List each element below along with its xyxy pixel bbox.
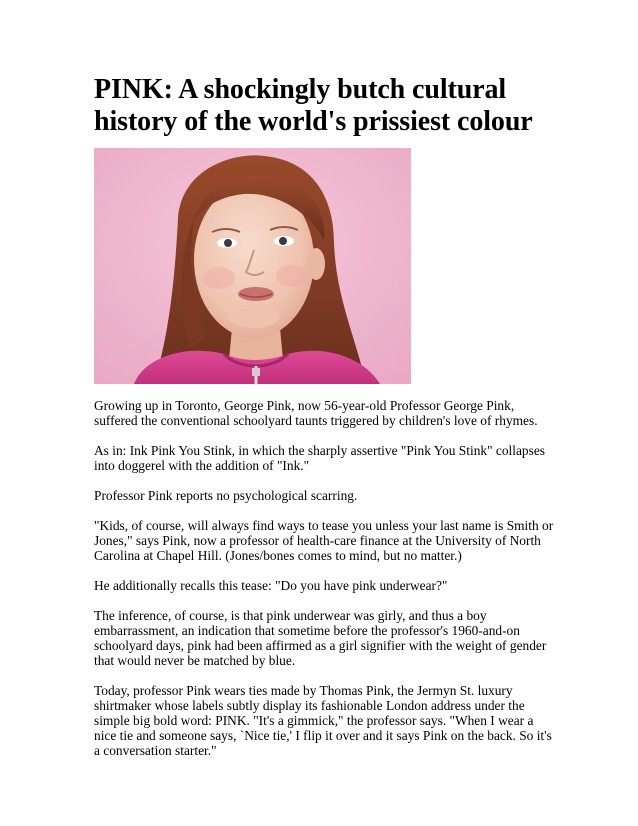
article-page (94, 74, 554, 758)
headline-line-2: history of the world's prissiest colour (94, 106, 533, 137)
article-paragraph: Professor Pink reports no psychological scarring. (94, 488, 358, 503)
article-paragraph: Growing up in Toronto, George Pink, now 56-year-old Professor George Pink, suffered the conventional schoolyard taunts triggered by children's love of rhymes. (94, 398, 538, 428)
article-paragraph: "Kids, of course, will always find ways to tease you unless your last name is Smith or Jones," says Pink, now a professor of health-care finance at the University of North Carolina at Chapel Hill. (Jones/bones comes to mind, but no matter.) (94, 518, 554, 563)
girl-portrait-photo (94, 148, 411, 384)
article-paragraph: The inference, of course, is that pink underwear was girly, and thus a boy embarrassment, an indication that sometime before the professor's 1960-and-on schoolyard days, pink had been affirmed as a girl signifier with the weight of gender that would never be matched by blue. (94, 608, 547, 668)
article-paragraph: Today, professor Pink wears ties made by Thomas Pink, the Jermyn St. luxury shirtmaker whose labels subtly display its fashionable London address under the simple big bold word: PINK. "It's a gimmick," the professor says. "When I wear a nice tie and someone says, `Nice tie,' I flip it over and it says Pink on the back. So it's a conversation starter." (94, 683, 552, 758)
article-body (94, 398, 554, 773)
headline-line-1: PINK: A shockingly butch cultural (94, 74, 507, 105)
article-paragraph: He additionally recalls this tease: "Do you have pink underwear?" (94, 578, 448, 593)
headline (94, 74, 554, 138)
article-paragraph: As in: Ink Pink You Stink, in which the sharply assertive "Pink You Stink" collapses into doggerel with the addition of "Ink." (94, 443, 545, 473)
